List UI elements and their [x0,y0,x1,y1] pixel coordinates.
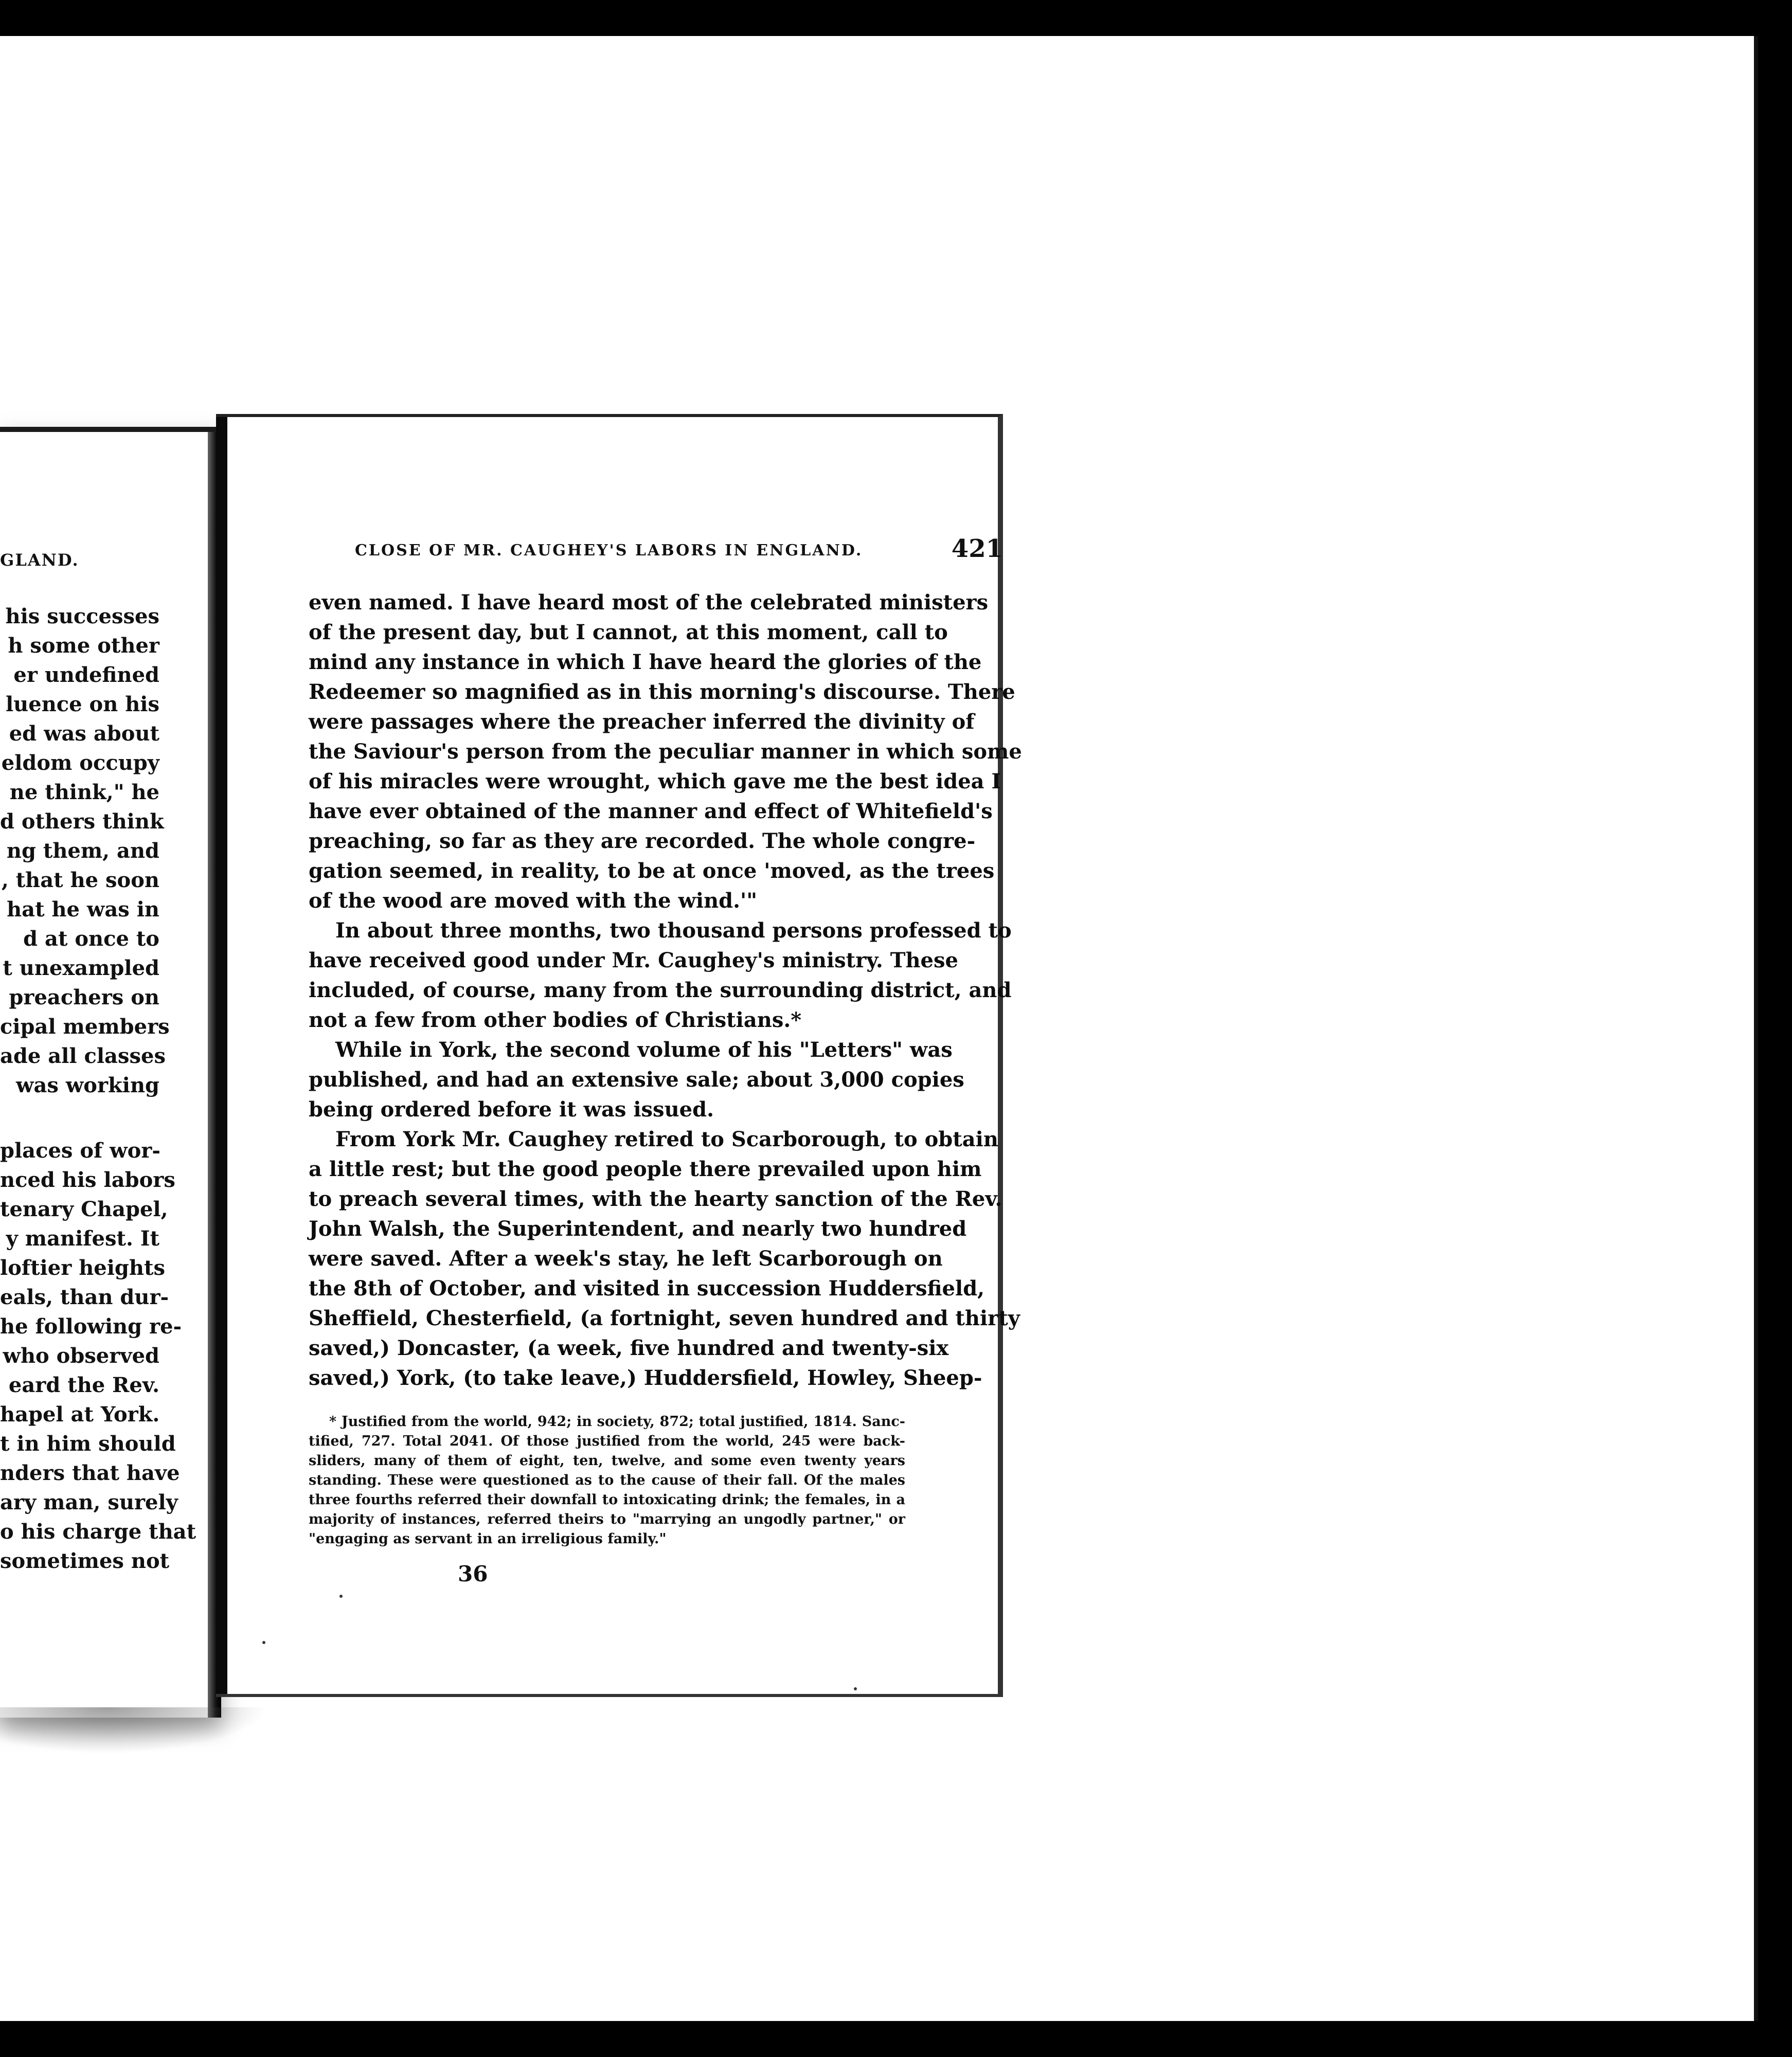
page-gutter [216,417,227,1694]
left-line: nders that have [0,1461,180,1485]
left-line: hat he was in [7,897,159,922]
footnote-line: "engaging as servant in an irreligious family." [309,1531,667,1547]
left-line: luence on his [5,692,159,716]
left-line: cipal members [0,1015,170,1039]
left-line: ne think," he [9,780,159,804]
left-line: h some other [8,634,159,658]
left-line: preachers on [9,985,159,1009]
text-line: to preach several times, with the hearty sanction of the Rev. [309,1187,1002,1211]
left-line: d others think [0,809,164,834]
text-line: have ever obtained of the manner and effect of Whitefield's [309,799,993,823]
text-line: From York Mr. Caughey retired to Scarborough, to obtain [335,1127,998,1151]
footnote-line: three fourths referred their downfall to intoxicating drink; the females, in a [309,1492,905,1508]
text-line: were passages where the preacher inferred the divinity of [309,710,975,734]
text-line: While in York, the second volume of his "Letters" was [335,1038,953,1062]
left-paragraph-gap [0,1100,159,1136]
left-line: loftier heights [0,1256,165,1280]
text-line: of the present day, but I cannot, at this moment, call to [309,620,948,644]
left-running-head: GLAND. [0,550,79,570]
left-line: who observed [3,1344,159,1368]
text-line: not a few from other bodies of Christians.* [309,1008,802,1032]
left-line: ary man, surely [0,1490,178,1514]
text-line: published, and had an extensive sale; about 3,000 copies [309,1068,964,1092]
text-line: of the wood are moved with the wind.'" [309,889,758,913]
footnote-line: sliders, many of them of eight, ten, twelve, and some even twenty years [309,1453,905,1469]
left-line: , that he soon [1,868,159,892]
left-line: he following re- [0,1314,182,1339]
page-curl-shadow [0,1707,267,1754]
signature-mark: 36 [458,1561,488,1586]
left-line: tenary Chapel, [0,1197,168,1221]
book-page [216,414,1022,1697]
left-line: eard the Rev. [8,1373,159,1397]
text-line: Redeemer so magnified as in this morning's discourse. There [309,680,1015,704]
left-line: d at once to [23,927,159,951]
left-line: eals, than dur- [0,1285,169,1309]
scan-speck [339,1595,343,1598]
left-line: was working [16,1073,159,1097]
text-line: have received good under Mr. Caughey's ministry. These [309,948,958,972]
text-line: saved,) Doncaster, (a week, five hundred and twenty-six [309,1336,949,1360]
scan-speck [854,1687,857,1690]
left-line: places of wor- [0,1139,160,1163]
text-line: gation seemed, in reality, to be at once 'moved, as the trees [309,859,995,883]
left-line: o his charge that [0,1520,196,1544]
left-line: eldom occupy [1,751,159,775]
footnote [309,1412,905,1549]
left-line: t unexampled [3,956,159,980]
text-line: mind any instance in which I have heard the glories of the [309,650,982,674]
footnote-line: standing. These were questioned as to the cause of their fall. Of the males [309,1472,905,1488]
text-line: were saved. After a week's stay, he left Scarborough on [309,1247,943,1271]
left-line: ade all classes [0,1044,166,1068]
scan-speck [262,1641,265,1644]
text-line: included, of course, many from the surrounding district, and [309,978,1012,1002]
text-line: Sheffield, Chesterfield, (a fortnight, seven hundred and thirty [309,1306,1020,1330]
left-line: nced his labors [0,1168,175,1192]
text-line: preaching, so far as they are recorded. The whole congre- [309,829,976,853]
footnote-line: * Justified from the world, 942; in society, 872; total justified, 1814. Sanc- [329,1414,905,1430]
text-line: the 8th of October, and visited in succession Huddersfield, [309,1276,985,1301]
scan-edge [1754,36,1758,2021]
running-title: CLOSE OF MR. CAUGHEY'S LABORS IN ENGLAND. [355,542,863,560]
left-line: his successes [5,604,159,628]
page-number: 421 [951,534,1003,563]
left-line: y manifest. It [6,1226,159,1251]
left-line: t in him should [0,1432,176,1456]
left-line: sometimes not [0,1549,170,1573]
text-line: the Saviour's person from the peculiar manner in which some [309,739,1022,764]
text-line: saved,) York, (to take leave,) Huddersfield, Howley, Sheep- [309,1366,982,1390]
footnote-line: majority of instances, referred theirs to "marrying an ungodly partner," or [309,1511,905,1527]
text-line: In about three months, two thousand persons professed to [335,918,1012,943]
body-text [309,588,1022,1393]
text-line: even named. I have heard most of the celebrated ministers [309,590,989,615]
left-page-text [0,602,196,1576]
text-line: John Walsh, the Superintendent, and nearly two hundred [309,1217,967,1241]
text-line: being ordered before it was issued. [309,1097,714,1122]
left-page [0,427,221,1718]
left-line: ed was about [9,721,159,746]
text-line: a little rest; but the good people there prevailed upon him [309,1157,982,1181]
running-head [355,534,1003,565]
text-line: of his miracles were wrought, which gave me the best idea I [309,769,1001,793]
left-line: hapel at York. [0,1402,160,1427]
left-line: ng them, and [6,839,159,863]
left-line: er undefined [13,663,159,687]
footnote-line: tified, 727. Total 2041. Of those justified from the world, 245 were back- [309,1433,905,1449]
